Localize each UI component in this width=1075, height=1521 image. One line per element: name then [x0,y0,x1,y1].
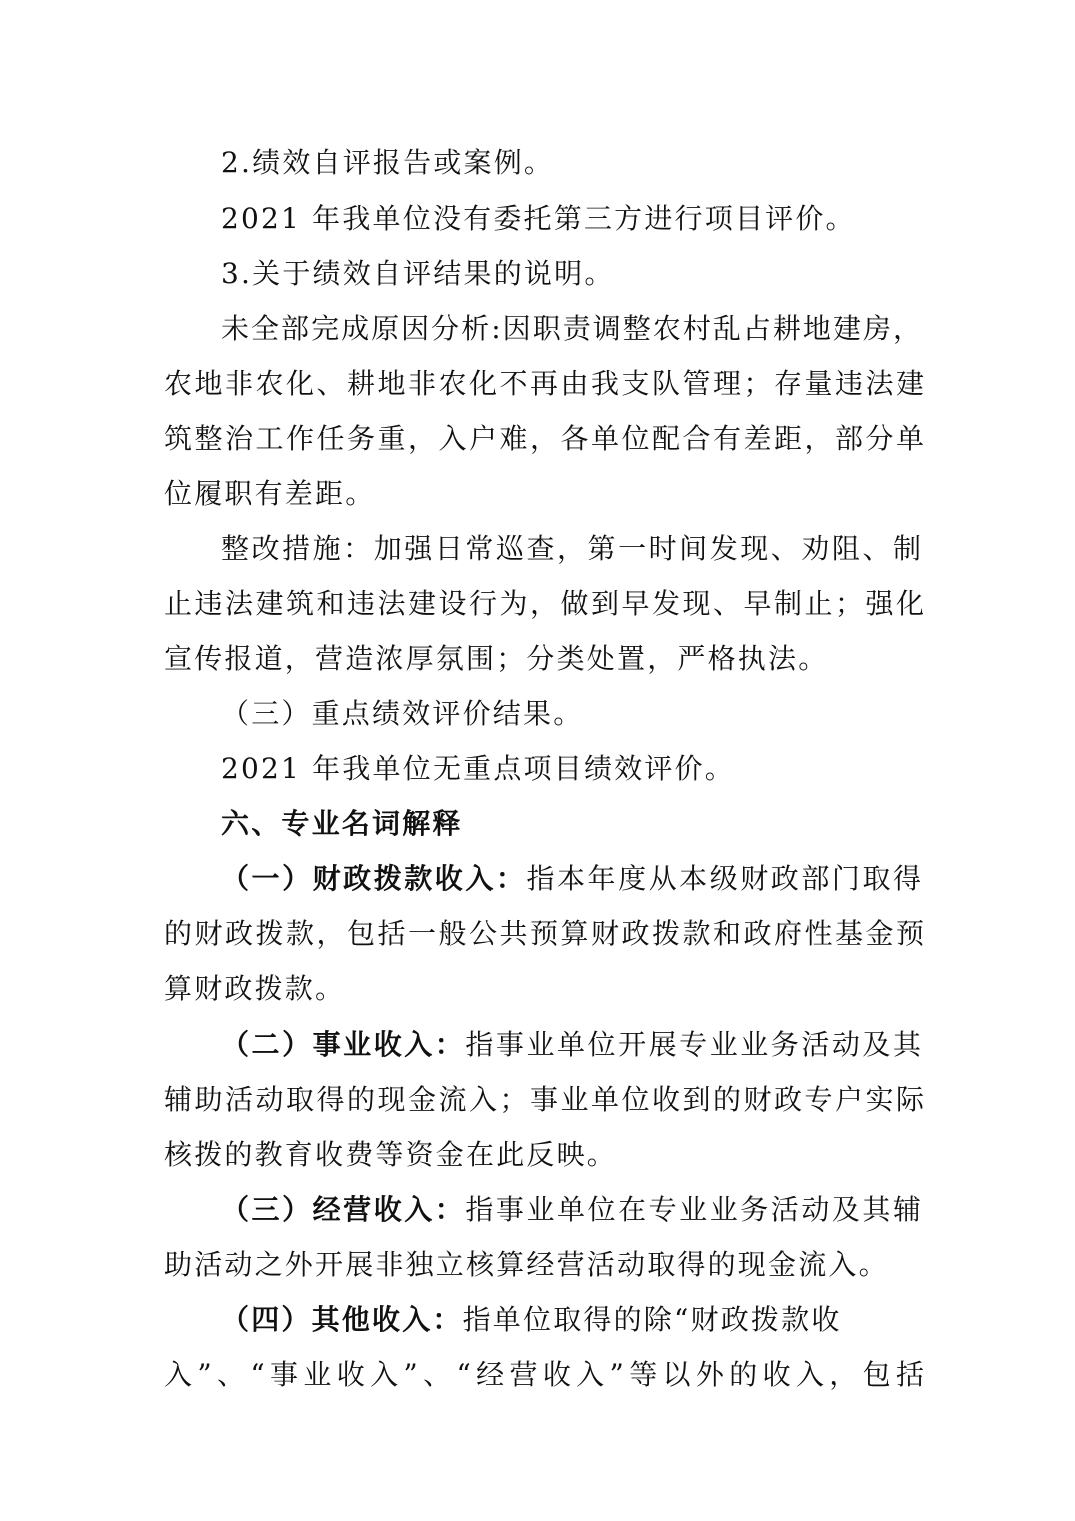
term-line [221,1025,921,1065]
term-label: （三）经营收入： [221,1193,466,1226]
term-label: （一）财政拨款收入： [221,862,527,895]
term-definition: 指事业单位在专业业务活动及其辅 [465,1193,921,1226]
term-definition: 指事业单位开展专业业务活动及其 [465,1028,921,1061]
term-label: （二）事业收入： [221,1028,466,1061]
term-label: （四）其他收入： [221,1303,463,1336]
paragraph-line: 助活动之外开展非独立核算经营活动取得的现金流入。 [164,1248,889,1281]
paragraph-line: 止违法建筑和违法建设行为，做到早发现、早制止；强化 [164,587,924,620]
paragraph-line: 算财政拨款。 [164,972,346,1005]
paragraph-line: 2021 年我单位没有委托第三方进行项目评价。 [221,202,856,235]
paragraph-line: 入”、“事业收入”、“经营收入”等以外的收入，包括 [164,1358,924,1391]
paragraph-line: 2021 年我单位无重点项目绩效评价。 [221,752,735,785]
paragraph-line: 整改措施：加强日常巡查，第一时间发现、劝阻、制 [221,532,921,565]
paragraph-line: 3.关于绩效自评结果的说明。 [221,257,615,290]
paragraph-line: 农地非农化、耕地非农化不再由我支队管理；存量违法建 [164,367,924,400]
paragraph-line: 筑整治工作任务重，入户难，各单位配合有差距，部分单 [164,422,924,455]
section-heading: 六、专业名词解释 [221,807,463,840]
paragraph-line: 核拨的教育收费等资金在此反映。 [164,1138,618,1171]
paragraph-line: 的财政拨款，包括一般公共预算财政拨款和政府性基金预 [164,917,924,950]
subheading: （三）重点绩效评价结果。 [221,697,584,730]
term-line [221,1190,921,1230]
term-definition: 指单位取得的除“财政拨款收 [462,1303,842,1336]
term-line [221,1300,921,1340]
term-line [221,859,921,899]
paragraph-line: 宣传报道，营造浓厚氛围；分类处置，严格执法。 [164,642,829,675]
paragraph-line: 2.绩效自评报告或案例。 [221,146,555,179]
term-definition: 指本年度从本级财政部门取得 [526,862,921,895]
paragraph-line: 辅助活动取得的现金流入；事业单位收到的财政专户实际 [164,1083,924,1116]
paragraph-line: 未全部完成原因分析:因职责调整农村乱占耕地建房， [221,312,921,345]
paragraph-line: 位履职有差距。 [164,477,376,510]
